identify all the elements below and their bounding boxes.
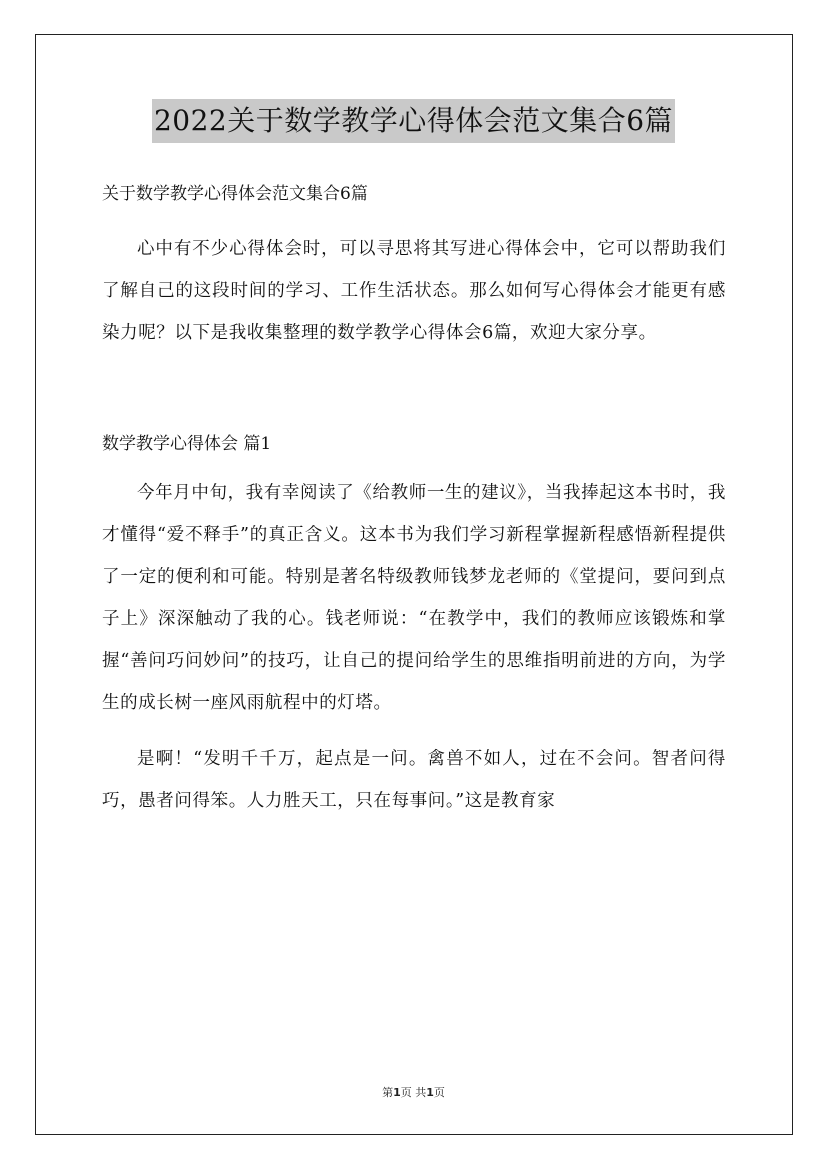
document-body — [102, 174, 726, 822]
page-total: 1 — [426, 1086, 434, 1099]
page-footer — [0, 1084, 827, 1100]
page-label-mid: 页 共 — [400, 1086, 427, 1099]
document-title: 2022关于数学教学心得体会范文集合6篇 — [152, 99, 675, 143]
section-heading: 数学教学心得体会 篇1 — [102, 434, 272, 454]
page-label-pre: 第 — [382, 1086, 394, 1099]
body-paragraph-2: 是啊！“发明千千万，起点是一问。禽兽不如人，过在不会问。智者问得巧，愚者问得笨。人力胜天工，只在每事问。”这是教育家 — [102, 749, 726, 811]
intro-paragraph: 心中有不少心得体会时，可以寻思将其写进心得体会中，它可以帮助我们了解自己的这段时间的学习、工作生活状态。那么如何写心得体会才能更有感染力呢？以下是我收集整理的数学教学心得体会6篇，欢迎大家分享。 — [102, 239, 726, 343]
page-current: 1 — [393, 1086, 401, 1099]
document-subtitle: 关于数学教学心得体会范文集合6篇 — [102, 184, 368, 204]
page-label-post: 页 — [433, 1086, 445, 1099]
document-title-container — [0, 99, 827, 143]
body-paragraph-1: 今年月中旬，我有幸阅读了《给教师一生的建议》，当我捧起这本书时，我才懂得“爱不释手”的真正含义。这本书为我们学习新程掌握新程感悟新程提供了一定的便利和可能。特别是著名特级教师钱梦龙老师的《堂提问，要问到点子上》深深触动了我的心。钱老师说：“在教学中，我们的教师应该锻炼和掌握“善问巧问妙问”的技巧，让自己的提问给学生的思维指明前进的方向，为学生的成长树一座风雨航程中的灯塔。 — [102, 483, 726, 713]
